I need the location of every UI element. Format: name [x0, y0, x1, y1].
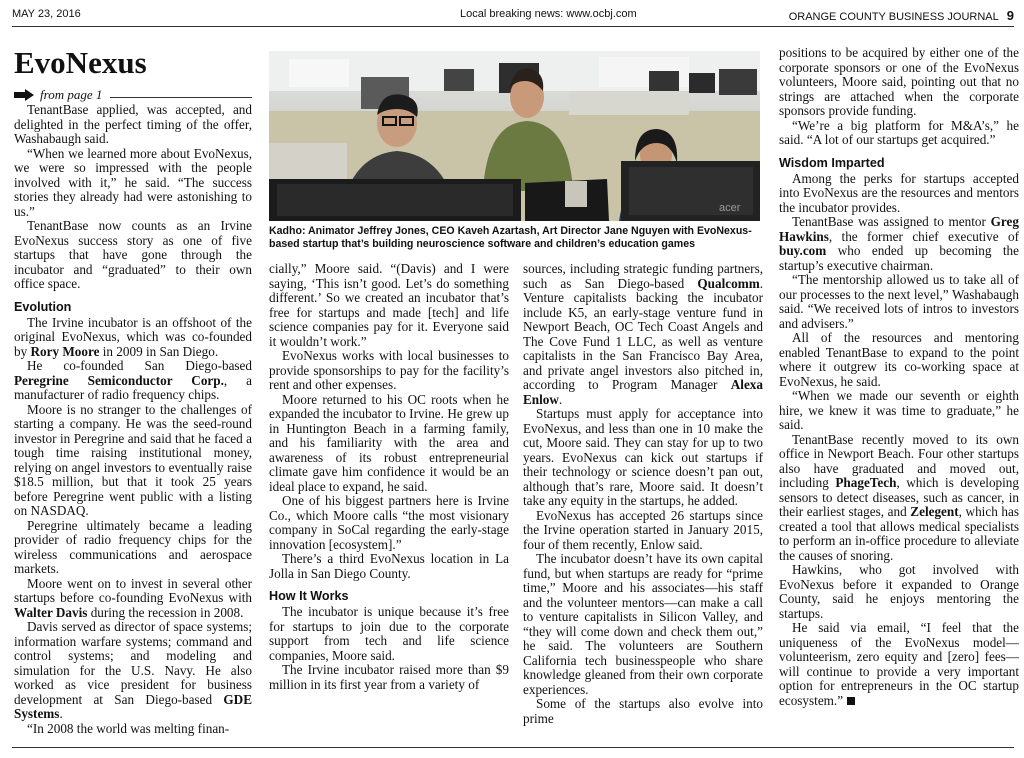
- paragraph: The Irvine incubator raised more than $9 million in its first year from a variety of: [269, 662, 509, 692]
- paragraph: Moore is no stranger to the challenges of starting a company. He was the seed-round investor in Peregrine and said that he faced a tough time raising institutional money, relying on angel investors to eventually raise $18.5 million, but that it took 25 years before Peregrine went public with a listing on NASDAQ.: [14, 401, 252, 518]
- paragraph: TenantBase recently moved to its own office in Newport Beach. Four other startups also have graduated and moved out, including PhageTech, which is developing sensors to detect diseases, such as cancer, in their earliest stages, and Zelegent, which has created a tool that allows medical specialists to perform an in-office procedure to alleviate the causes of snoring.: [779, 431, 1019, 563]
- paragraph: sources, including strategic funding partners, such as San Diego-based Qualcomm. Venture capitalists backing the incubator include K5, an early-stage venture fund in Newport Beach, OC Tech Coast Angels and The Cove Fund 1 LLC, as well as venture capitalists in the San Francisco Bay Area, and private angel investors also pitched in, according to Program Manager Alexa Enlow.: [523, 261, 763, 407]
- paragraph: positions to be acquired by either one of the corporate sponsors or one of the EvoNexus volunteers, Moore said, pointing out that no strings are attached when the corporate sponsors provide funding.: [779, 45, 1019, 118]
- arrow-right-icon: [14, 89, 34, 101]
- publication-name: ORANGE COUNTY BUSINESS JOURNAL: [788, 11, 999, 23]
- paragraph: One of his biggest partners here is Irvine Co., which Moore calls “the most visionary company in SoCal regarding the early-stage innovation [ecosystem].”: [269, 493, 509, 552]
- paragraph: Moore returned to his OC roots when he expanded the incubator to Irvine. He grew up in Huntington Beach in a farming family, and his familiarity with the area and awareness of its robust entrepreneurial climate gave him confidence it would be an ideal place to expand, he said.: [269, 391, 509, 494]
- bold-name: Qualcomm: [697, 275, 760, 291]
- bottom-rule: [12, 747, 1014, 748]
- running-head: [12, 8, 1014, 24]
- paragraph: “In 2008 the world was melting finan-: [27, 720, 230, 736]
- page-number: 9: [1006, 8, 1014, 23]
- bold-name: Peregrine Semiconductor Corp.: [14, 372, 224, 388]
- monitor-brand-label: acer: [719, 202, 741, 214]
- end-mark-icon: [847, 697, 855, 705]
- photo-caption: Kadho: Animator Jeffrey Jones, CEO Kaveh Azartash, Art Director Jane Nguyen with EvoNexus-based startup that’s building neuroscience software and children’s education games: [269, 225, 752, 250]
- paragraph: cially,” Moore said. “(Davis) and I were saying, ‘This isn’t good. Let’s do something different.’ So we created an incubator that’s free for startups and made [tech] and life science companies pay for it. Everyone said it wouldn’t work.”: [269, 261, 509, 349]
- column-2: [269, 262, 509, 692]
- bold-name: Rory Moore: [30, 343, 100, 359]
- paragraph: Moore went on to invest in several other startups before co-founding EvoNexus with Walter Davis during the recession in 2008.: [14, 575, 252, 620]
- paragraph: Hawkins, who got involved with EvoNexus before it expanded to Orange County, said he enjoys mentoring the startups.: [779, 562, 1019, 621]
- subhead-evolution: Evolution: [14, 299, 72, 314]
- paragraph: The incubator doesn’t have its own capital fund, but when startups are ready for “prime time,” Moore and his associates—his staff and the volunteer mentors—can make a call to venture capitalists in Silicon Valley, and “they will come down and check them out,” he said. The volunteers are Southern California tech businesspeople who share knowledge gleaned from their own corporate experiences.: [523, 551, 763, 697]
- article-photo: [269, 51, 760, 221]
- paragraph: Peregrine ultimately became a leading provider of radio frequency chips for the wireless communications and aerospace markets.: [14, 517, 252, 576]
- article-kicker: EvoNexus: [14, 45, 147, 80]
- paragraph: EvoNexus works with local businesses to provide sponsorships to pay for the facility’s rent and other expenses.: [269, 348, 509, 392]
- paragraph: He said via email, “I feel that the uniqueness of the EvoNexus model—volunteerism, zero equity and [zero] fees—will continue to provide a very important option for entrepreneurs in the OC startup ecosystem.”: [779, 620, 1019, 708]
- paragraph: EvoNexus has accepted 26 startups since the Irvine operation started in January 2015, four of them recently, Enlow said.: [523, 507, 763, 552]
- paragraph: The incubator is unique because it’s free for startups to join due to the corporate support from tech and life science companies, Moore said.: [269, 604, 509, 663]
- breaking-news-line: Local breaking news: www.ocbj.com: [460, 8, 637, 20]
- bold-name: Greg Hawkins: [779, 214, 1019, 244]
- paragraph: “The mentorship allowed us to take all of our processes to the next level,” Washabaugh said. “We received lots of intros to investors and advisers.”: [779, 272, 1019, 331]
- paragraph: Davis served as director of space systems; information warfare systems; command and control systems; and modeling and simulation for the U.S. Navy. He also worked as vice president for business development at San Diego-based GDE Systems.: [14, 619, 252, 721]
- continued-from-line: [14, 88, 252, 102]
- publication-line: [789, 8, 1014, 23]
- top-rule: [12, 26, 1014, 27]
- paragraph: He co-founded San Diego-based Peregrine Semiconductor Corp., a manufacturer of radio frequency chips.: [14, 358, 252, 402]
- issue-date: MAY 23, 2016: [12, 8, 81, 20]
- paragraph: “When we made our seventh or eighth hire, we knew it was time to graduate,” he said.: [779, 388, 1019, 432]
- photo-illustration: [269, 51, 760, 221]
- paragraph: All of the resources and mentoring enabled TenantBase to expand to the point where it outgrew its co-working space at EvoNexus, he said.: [779, 330, 1019, 389]
- paragraph: TenantBase was assigned to mentor Greg Hawkins, the former chief executive of buy.com who ended up becoming the startup’s executive chairman.: [779, 214, 1019, 273]
- bold-name: GDE Systems: [14, 691, 252, 721]
- column-4: [779, 46, 1019, 708]
- subhead-wisdom-imparted: Wisdom Imparted: [779, 155, 885, 170]
- bold-name: Zelegent: [910, 504, 959, 519]
- paragraph: Among the perks for startups accepted into EvoNexus are the resources and mentors the incubator provides.: [779, 170, 1019, 215]
- paragraph: Startups must apply for acceptance into EvoNexus, and less than one in 10 make the cut, Moore said. They can stay for up to two years. EvoNexus can kick out startups if their technology or science doesn’t pan out, although that’s rare, Moore said. It doesn’t take any equity in the startups, he added.: [523, 406, 763, 508]
- column-1: [14, 46, 252, 736]
- paragraph: The Irvine incubator is an offshoot of the original EvoNexus, which was co-founded by Rory Moore in 2009 in San Diego.: [14, 314, 252, 359]
- continued-from-label: from page 1: [40, 87, 103, 102]
- paragraph: There’s a third EvoNexus location in La Jolla in San Diego County.: [269, 551, 509, 581]
- subhead-how-it-works: How It Works: [269, 589, 349, 603]
- paragraph: TenantBase applied, was accepted, and delighted in the perfect timing of the offer, Washabaugh said.: [14, 102, 252, 146]
- paragraph: “When we learned more about EvoNexus, we were so impressed with the people involved with it,” he said. “The success stories they already had were astonishing to us.”: [14, 145, 252, 219]
- bold-name: PhageTech: [835, 475, 897, 490]
- bold-name: Alexa Enlow: [523, 377, 763, 407]
- column-3: [523, 262, 763, 726]
- paragraph: TenantBase now counts as an Irvine EvoNexus success story as one of five startups that have gone through the incubator and “graduated” to their own office space.: [14, 218, 252, 291]
- bold-name: buy.com: [779, 243, 827, 258]
- bold-name: Walter Davis: [14, 604, 88, 620]
- paragraph: “We’re a big platform for M&A’s,” he said. “A lot of our startups get acquired.”: [779, 117, 1019, 147]
- paragraph: Some of the startups also evolve into prime: [523, 696, 763, 726]
